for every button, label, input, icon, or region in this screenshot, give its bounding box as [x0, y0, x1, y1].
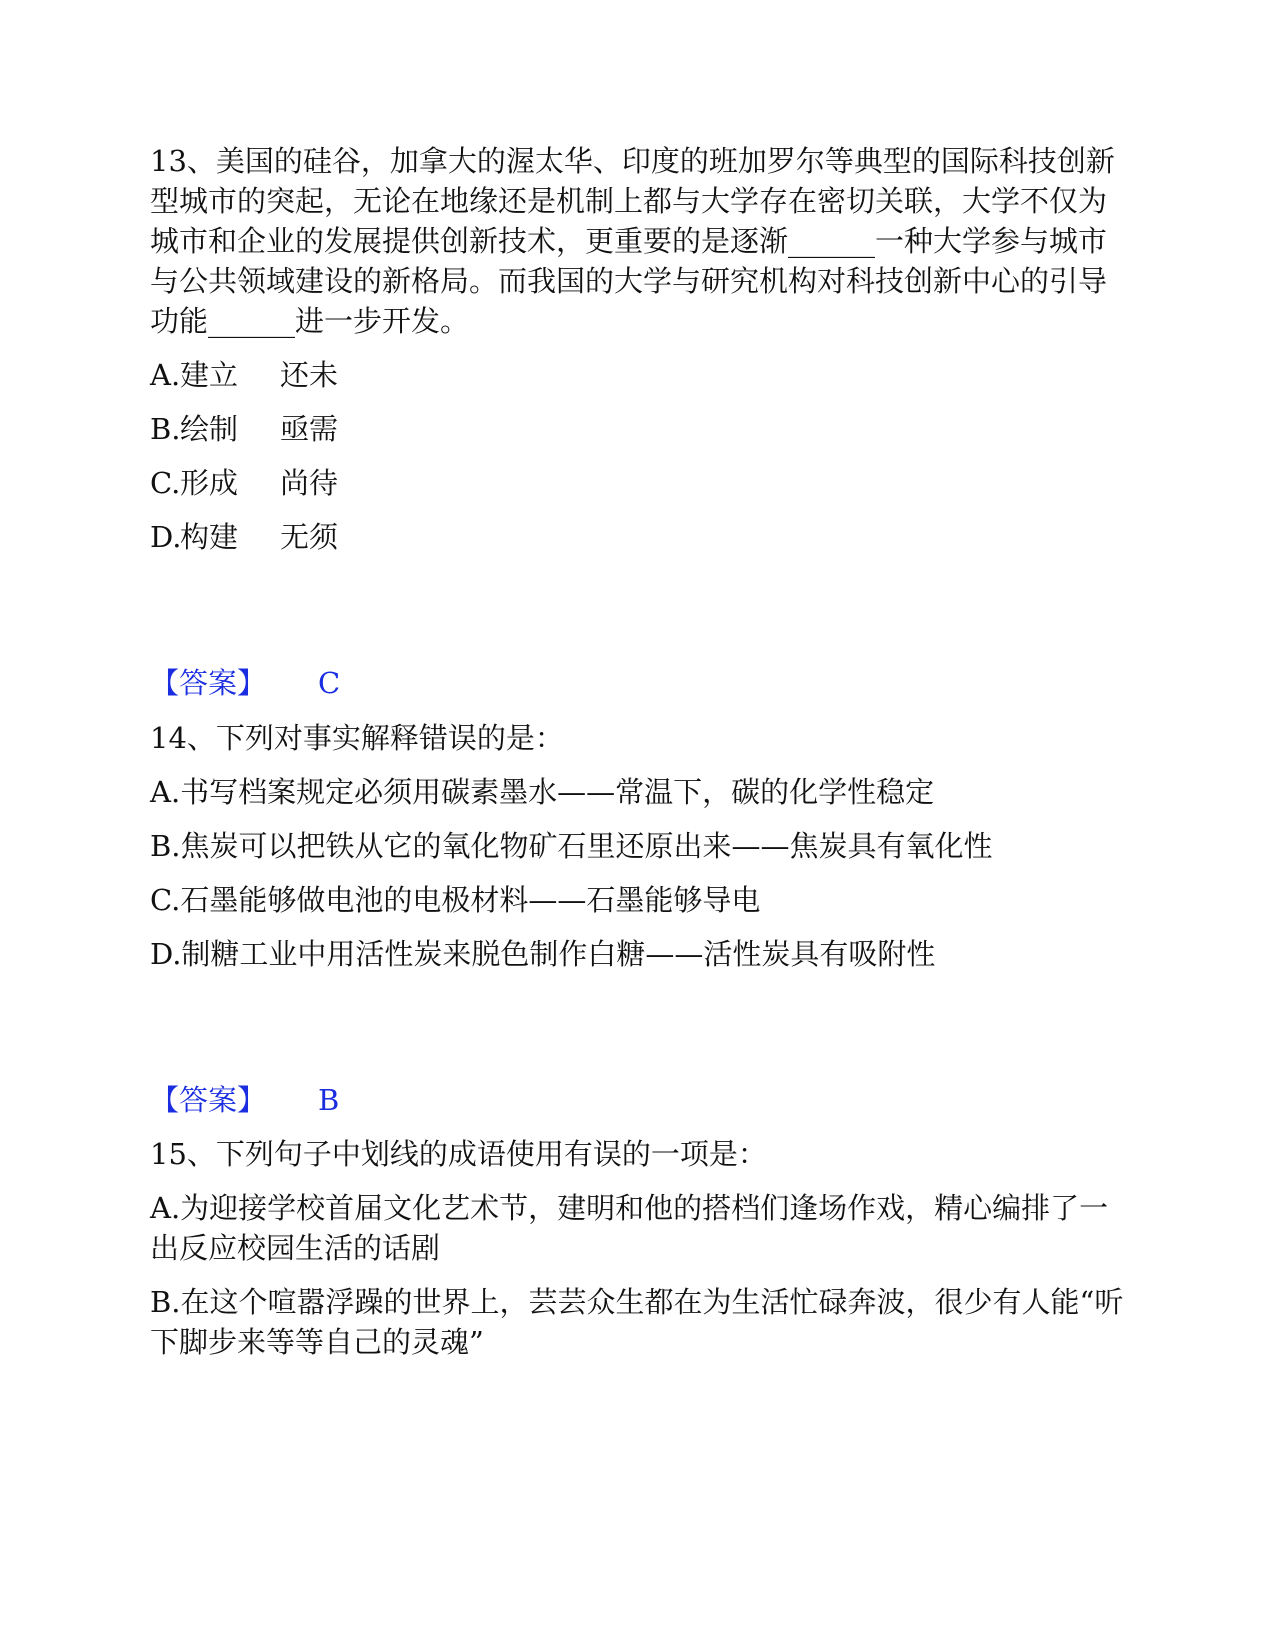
answer-label: 【答案】: [150, 666, 267, 700]
option-second: 尚待: [280, 466, 339, 500]
option-first: 建立: [180, 358, 239, 392]
q14-option-a: A.书写档案规定必须用碳素墨水——常温下，碳的化学性稳定: [150, 775, 935, 809]
option-letter: D.: [150, 520, 182, 554]
q13-option-a: [150, 354, 338, 396]
option-first: 绘制: [180, 412, 239, 446]
option-letter: C.: [150, 466, 181, 500]
option-second: 无须: [280, 520, 339, 554]
option-letter: B.: [150, 412, 181, 446]
q14-answer: [150, 1079, 339, 1121]
q14-stem: 14、下列对事实解释错误的是：: [150, 721, 564, 755]
q15-stem: 15、下列句子中划线的成语使用有误的一项是：: [150, 1137, 767, 1171]
answer-value: B: [318, 1083, 340, 1117]
option-letter: A.: [150, 358, 181, 392]
q13-stem-line-2: 型城市的突起，无论在地缘还是机制上都与大学存在密切关联，大学不仅为: [150, 184, 1108, 218]
q15-option-b-line-1: B.在这个喧嚣浮躁的世界上，芸芸众生都在为生活忙碌奔波，很少有人能“听: [150, 1285, 1124, 1319]
q13-stem-line-5: 功能______进一步开发。: [150, 304, 470, 338]
q14-option-d: D.制糖工业中用活性炭来脱色制作白糖——活性炭具有吸附性: [150, 937, 936, 971]
answer-value: C: [318, 666, 341, 700]
option-second: 还未: [280, 358, 339, 392]
q15-option-b-line-2: 下脚步来等等自己的灵魂”: [150, 1325, 484, 1359]
q13-stem-line-4: 与公共领域建设的新格局。而我国的大学与研究机构对科技创新中心的引导: [150, 264, 1108, 298]
option-second: 亟需: [280, 412, 339, 446]
q14-option-c: C.石墨能够做电池的电极材料——石墨能够导电: [150, 883, 761, 917]
answer-label: 【答案】: [150, 1083, 267, 1117]
q13-option-c: [150, 462, 338, 504]
q15-option-a-line-2: 出反应校园生活的话剧: [150, 1231, 441, 1265]
option-first: 形成: [180, 466, 239, 500]
q15-option-a-line-1: A.为迎接学校首届文化艺术节，建明和他的搭档们逢场作戏，精心编排了一: [150, 1191, 1109, 1225]
option-first: 构建: [180, 520, 239, 554]
q14-option-b: B.焦炭可以把铁从它的氧化物矿石里还原出来——焦炭具有氧化性: [150, 829, 993, 863]
q13-option-d: [150, 516, 338, 558]
q13-option-b: [150, 408, 338, 450]
q13-stem-line-1: 13、美国的硅谷，加拿大的渥太华、印度的班加罗尔等典型的国际科技创新: [150, 144, 1115, 178]
q13-stem-line-3: 城市和企业的发展提供创新技术，更重要的是逐渐______一种大学参与城市: [150, 224, 1108, 258]
q13-answer: [150, 662, 340, 704]
